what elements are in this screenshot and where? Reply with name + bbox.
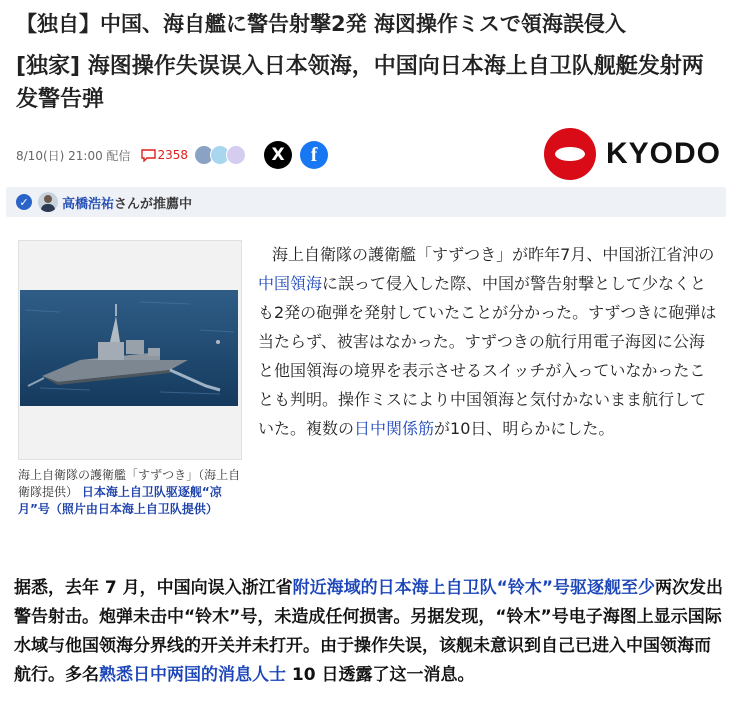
article-title-ja: 【独自】中国、海自艦に警告射撃2発 海図操作ミスで領海誤侵入 — [16, 12, 626, 36]
recommended-by-bar[interactable] — [6, 187, 726, 217]
article-body-zh — [14, 574, 726, 690]
reaction-faces[interactable] — [194, 145, 246, 165]
body-zh-text-2: 两次发出警告射击。炮弹未击中“铃木”号，未造成任何损害。另据发现，“铃木”号电子海图上显示国际水域与他国领海分界线的开关并未打开。由于操作失误，该舰未意识到自己已进入中国领海而航行。多名 — [14, 578, 724, 685]
recommender-avatar — [38, 192, 58, 212]
link-japan-china-sources[interactable]: 日中関係筋 — [354, 419, 435, 438]
link-sources-zh[interactable]: 熟悉日中两国的消息人士 — [99, 665, 286, 685]
body-zh-text-3: 10 日透露了这一消息。 — [286, 665, 475, 685]
destroyer-image — [20, 290, 238, 406]
comment-count: 2358 — [157, 148, 189, 162]
body-ja-text-3: が10日、明らかにした。 — [434, 419, 615, 438]
publish-date: 8/10(日) 21:00 配信 — [16, 148, 131, 163]
photo-caption — [18, 467, 244, 518]
sad-face-icon — [226, 145, 246, 165]
publisher-logo[interactable] — [544, 128, 721, 180]
recommender-name[interactable]: 高橋浩祐 — [62, 196, 115, 212]
photo-caption-ja: 海上自衛隊の護衛艦「すずつき」（海上自衛隊提供） — [18, 468, 241, 499]
comment-icon — [141, 149, 156, 162]
body-zh-text-1: 据悉，去年 7 月，中国向误入浙江省 — [14, 578, 293, 598]
comment-link[interactable] — [141, 148, 189, 162]
article-title-zh: [独家] 海图操作失误误入日本领海，中国向日本海上自卫队舰艇发射两发警告弹 — [16, 54, 704, 112]
body-ja-text-2: に誤って侵入した際、中国が警告射撃として少なくとも2発の砲弾を発射していたことが分かった。すずつきに砲弾は当たらず、被害はなかった。すずつきの航行用電子海図に公海と他国領海の境界を表示させるスイッチが入っていなかったことも判明。操作ミスにより中国領海と気付かないまま航行していた。複数の — [258, 274, 717, 438]
x-share-button[interactable]: X — [264, 141, 292, 169]
body-ja-text-1: 海上自衛隊の護衛艦「すずつき」が昨年7月、中国浙江省沖の — [272, 245, 715, 264]
photo-caption-zh: 日本海上自卫队驱逐舰“凉月”号（照片由日本海上自卫队提供） — [18, 485, 222, 516]
article-body-ja — [258, 240, 720, 443]
facebook-share-button[interactable]: f — [300, 141, 328, 169]
ship-photo[interactable] — [20, 290, 238, 406]
verified-check-icon: ✓ — [16, 194, 32, 210]
link-chinese-territorial-waters[interactable]: 中国領海 — [258, 274, 323, 293]
kyodo-logo-icon — [544, 128, 596, 180]
recommended-suffix: さんが推薦中 — [114, 196, 193, 212]
publisher-name: KYODO — [605, 137, 721, 170]
link-nearby-waters-zh[interactable]: 附近海域的日本海上自卫队“铃木”号驱逐舰至少 — [292, 578, 656, 598]
